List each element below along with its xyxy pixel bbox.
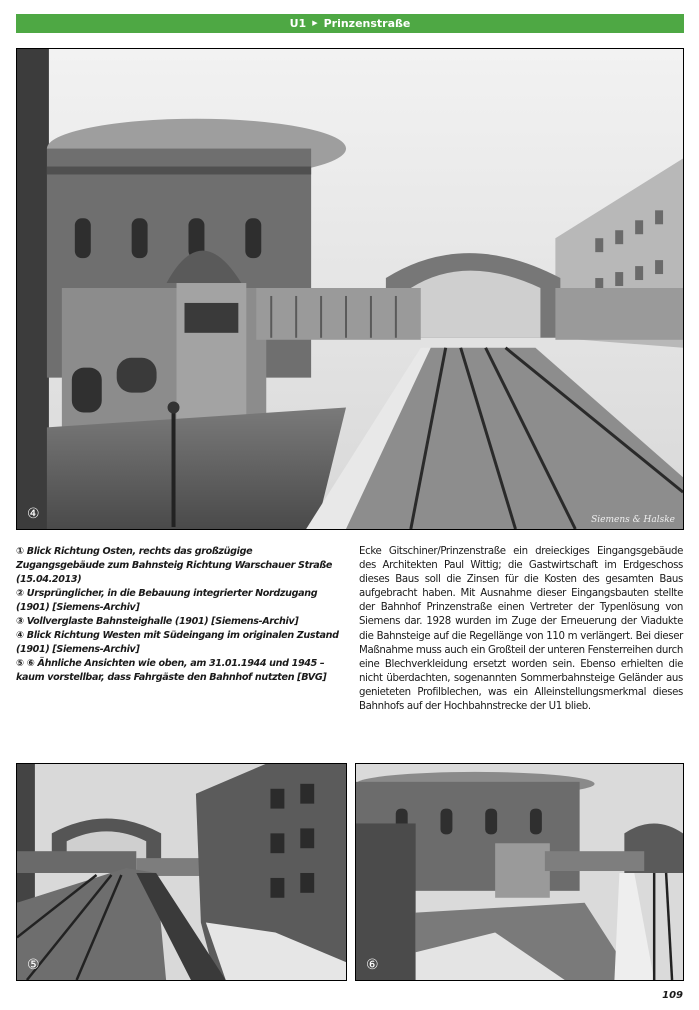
page-number: 109 [662,990,683,1001]
caption-2: ② Ursprünglicher, in die Bebauung integrierter Nordzugang (1901) [Siemens-Archiv] [16,588,318,613]
main-photo [16,48,684,530]
photo-1945 [355,763,684,981]
station-name: Prinzenstraße [323,17,411,30]
caption-1: ① Blick Richtung Osten, rechts das großzügige Zugangsgebäude zum Bahnsteig Richtung Warschauer Straße (15.04.2013) [16,546,333,585]
triangle-right-icon: ▶ [312,19,318,27]
war-damage-gasometer-image [356,764,683,980]
photo-number-6: ⑥ [366,957,379,973]
photo-credit: Siemens & Halske [591,515,675,525]
line-label: U1 [289,17,307,30]
caption-4: ④ Blick Richtung Westen mit Südeingang im originalen Zustand (1901) [Siemens-Archiv] [16,630,339,655]
caption-5-6: ⑤ ⑥ Ähnliche Ansichten wie oben, am 31.01.1944 und 1945 – kaum vorstellbar, dass Fahrgäste den Bahnhof nutzten [BVG] [16,658,327,683]
station-west-view-image [17,49,683,529]
war-damage-tracks-image [17,764,346,980]
photo-1944 [16,763,347,981]
chapter-header [16,14,684,33]
caption-3: ③ Vollverglaste Bahnsteighalle (1901) [Siemens-Archiv] [16,616,299,627]
photo-number-5: ⑤ [27,957,40,973]
photo-number-4: ④ [27,506,40,522]
body-paragraph: Ecke Gitschiner/Prinzenstraße ein dreieckiges Eingangsgebäude des Architekten Paul Wittig; die Gastwirtschaft im Erdgeschoss dieses Baus soll die Zinsen für die Kosten des gesamten Baus aufgebracht haben. Mit Ausnahme dieser Eingangsbauten stellte der Bahnhof Prinzenstraße einen Vertreter der Typenlösung von Siemens dar. 1928 wurden im Zuge der Erneuerung der Viadukte die Bahnsteige auf die Regellänge von 110 m verlängert. Bei dieser Maßnahme muss auch ein Großteil der unteren Fensterreihen durch eine Blechverkleidung ersetzt worden sein. Ebenso erhielten die nicht überdachten, sogenannten Sommerbahnsteige Geländer aus genieteten Profilblechen, was ein Alleinstellungsmerkmal dieses Bahnhofs auf der Hochbahnstrecke der U1 blieb. [359,546,683,713]
photo-captions [16,545,340,685]
